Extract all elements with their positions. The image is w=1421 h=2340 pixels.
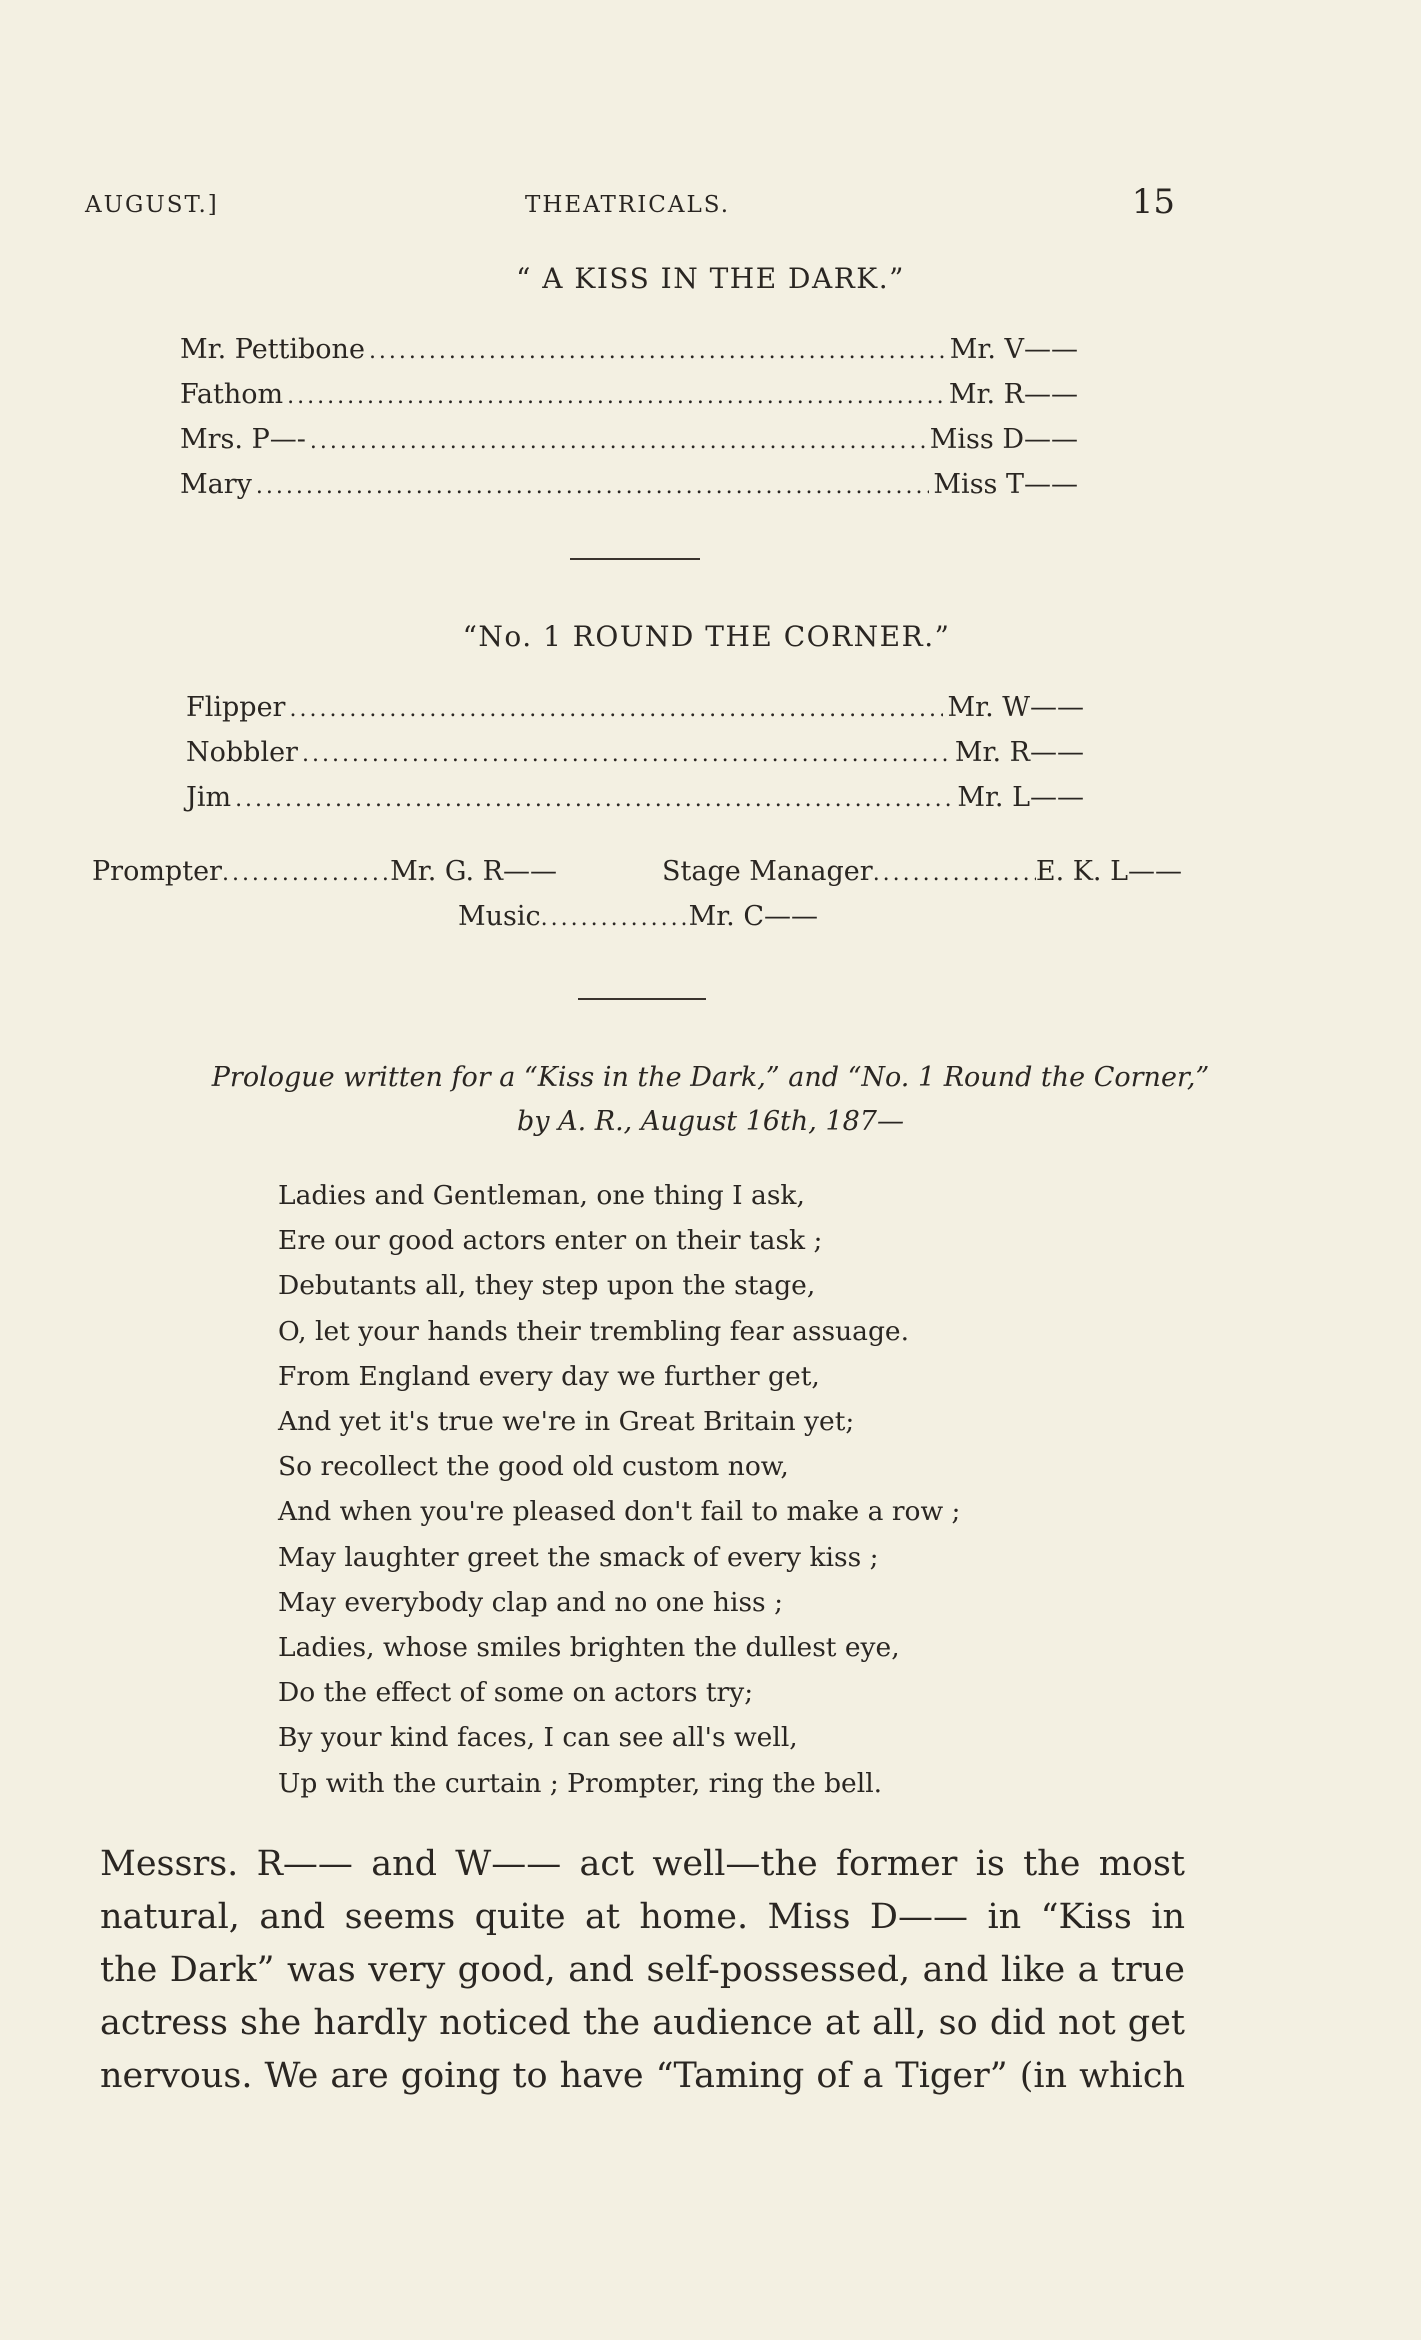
cast-row [180,424,1078,458]
verse-line: And yet it's true we're in Great Britain yet; [278,1406,855,1438]
cast-actor: Mr. R—— [954,737,1084,768]
cast-row [186,782,1084,816]
cast-actor: Mr. V—— [949,334,1078,365]
header-section-title: THEATRICALS. [525,192,731,218]
cast-role: Flipper [186,692,286,723]
credit-prompter [92,856,557,890]
credit-music [458,901,818,935]
running-header [85,182,1175,226]
verse-line: So recollect the good old custom now, [278,1451,789,1483]
leader-dots [235,787,953,812]
leader-dots [289,697,943,722]
cast-role: Nobbler [186,737,298,768]
cast-role: Fathom [180,379,284,410]
cast-actor: Mr. L—— [957,782,1084,813]
credit-label: Prompter [92,856,222,887]
page-number: 15 [1131,182,1175,222]
verse-line: Ere our good actors enter on their task ; [278,1225,823,1257]
cast-actor: Mr. R—— [948,379,1078,410]
leader-dots [256,474,930,499]
leader-dots [310,429,926,454]
cast-actor: Mr. W—— [947,692,1084,723]
cast-actor: Miss T—— [933,469,1078,500]
credit-stage-manager [662,856,1182,890]
leader-dots [302,742,951,767]
play-title-kiss-in-the-dark: “ A KISS IN THE DARK.” [516,262,905,295]
body-paragraph [100,1838,1185,2103]
cast-role: Mr. Pettibone [180,334,365,365]
cast-role: Jim [186,782,232,813]
header-month: AUGUST.] [85,192,219,218]
credit-name: Mr. G. R—— [390,856,557,887]
cast-row [180,334,1078,368]
leader-dots [222,861,390,886]
cast-row [186,737,1084,771]
cast-row [180,469,1078,503]
prologue-heading-line-1: Prologue written for a “Kiss in the Dark,” and “No. 1 Round the Corner,” [211,1062,1210,1093]
body-line: the Dark” was very good, and self-possessed, and like a true [100,1950,1185,1990]
leader-dots [541,906,689,931]
body-line: Messrs. R—— and W—— act well—the former is the most [100,1844,1185,1884]
verse-line: Up with the curtain ; Prompter, ring the bell. [278,1767,883,1799]
cast-actor: Miss D—— [929,424,1078,455]
credit-name: Mr. C—— [688,901,818,932]
section-divider [578,998,706,1000]
verse-line: Do the effect of some on actors try; [278,1677,754,1709]
leader-dots [287,384,945,409]
credit-name: E. K. L—— [1035,856,1182,887]
body-line: natural, and seems quite at home. Miss D—— in “Kiss in [100,1897,1185,1937]
body-line: actress she hardly noticed the audience at all, so did not get [100,2003,1185,2043]
verse-line: O, let your hands their trembling fear assuage. [278,1315,910,1347]
verse-line: May everybody clap and no one hiss ; [278,1586,784,1618]
section-divider [570,558,700,560]
verse-line: May laughter greet the smack of every kiss ; [278,1541,879,1573]
cast-row [186,692,1084,726]
cast-role: Mary [180,469,252,500]
verse-line: And when you're pleased don't fail to make a row ; [278,1496,961,1528]
verse-line: Ladies and Gentleman, one thing I ask, [278,1180,805,1211]
cast-row [180,379,1078,413]
verse-line: Debutants all, they step upon the stage, [278,1270,816,1302]
cast-role: Mrs. P—- [180,424,306,455]
prologue-verse [278,1173,960,1806]
verse-line: Ladies, whose smiles brighten the dullest eye, [278,1632,900,1664]
body-line: nervous. We are going to have “Taming of a Tiger” (in which [100,2056,1185,2096]
verse-line: By your kind faces, I can see all's well, [278,1722,798,1754]
credit-label: Music [458,901,541,932]
verse-line: From England every day we further get, [278,1360,820,1392]
credit-label: Stage Manager [662,856,873,887]
leader-dots [369,339,946,364]
play-title-round-the-corner: “No. 1 ROUND THE CORNER.” [462,620,951,653]
leader-dots [873,861,1036,886]
prologue-heading-line-2: by A. R., August 16th, 187— [516,1106,904,1137]
